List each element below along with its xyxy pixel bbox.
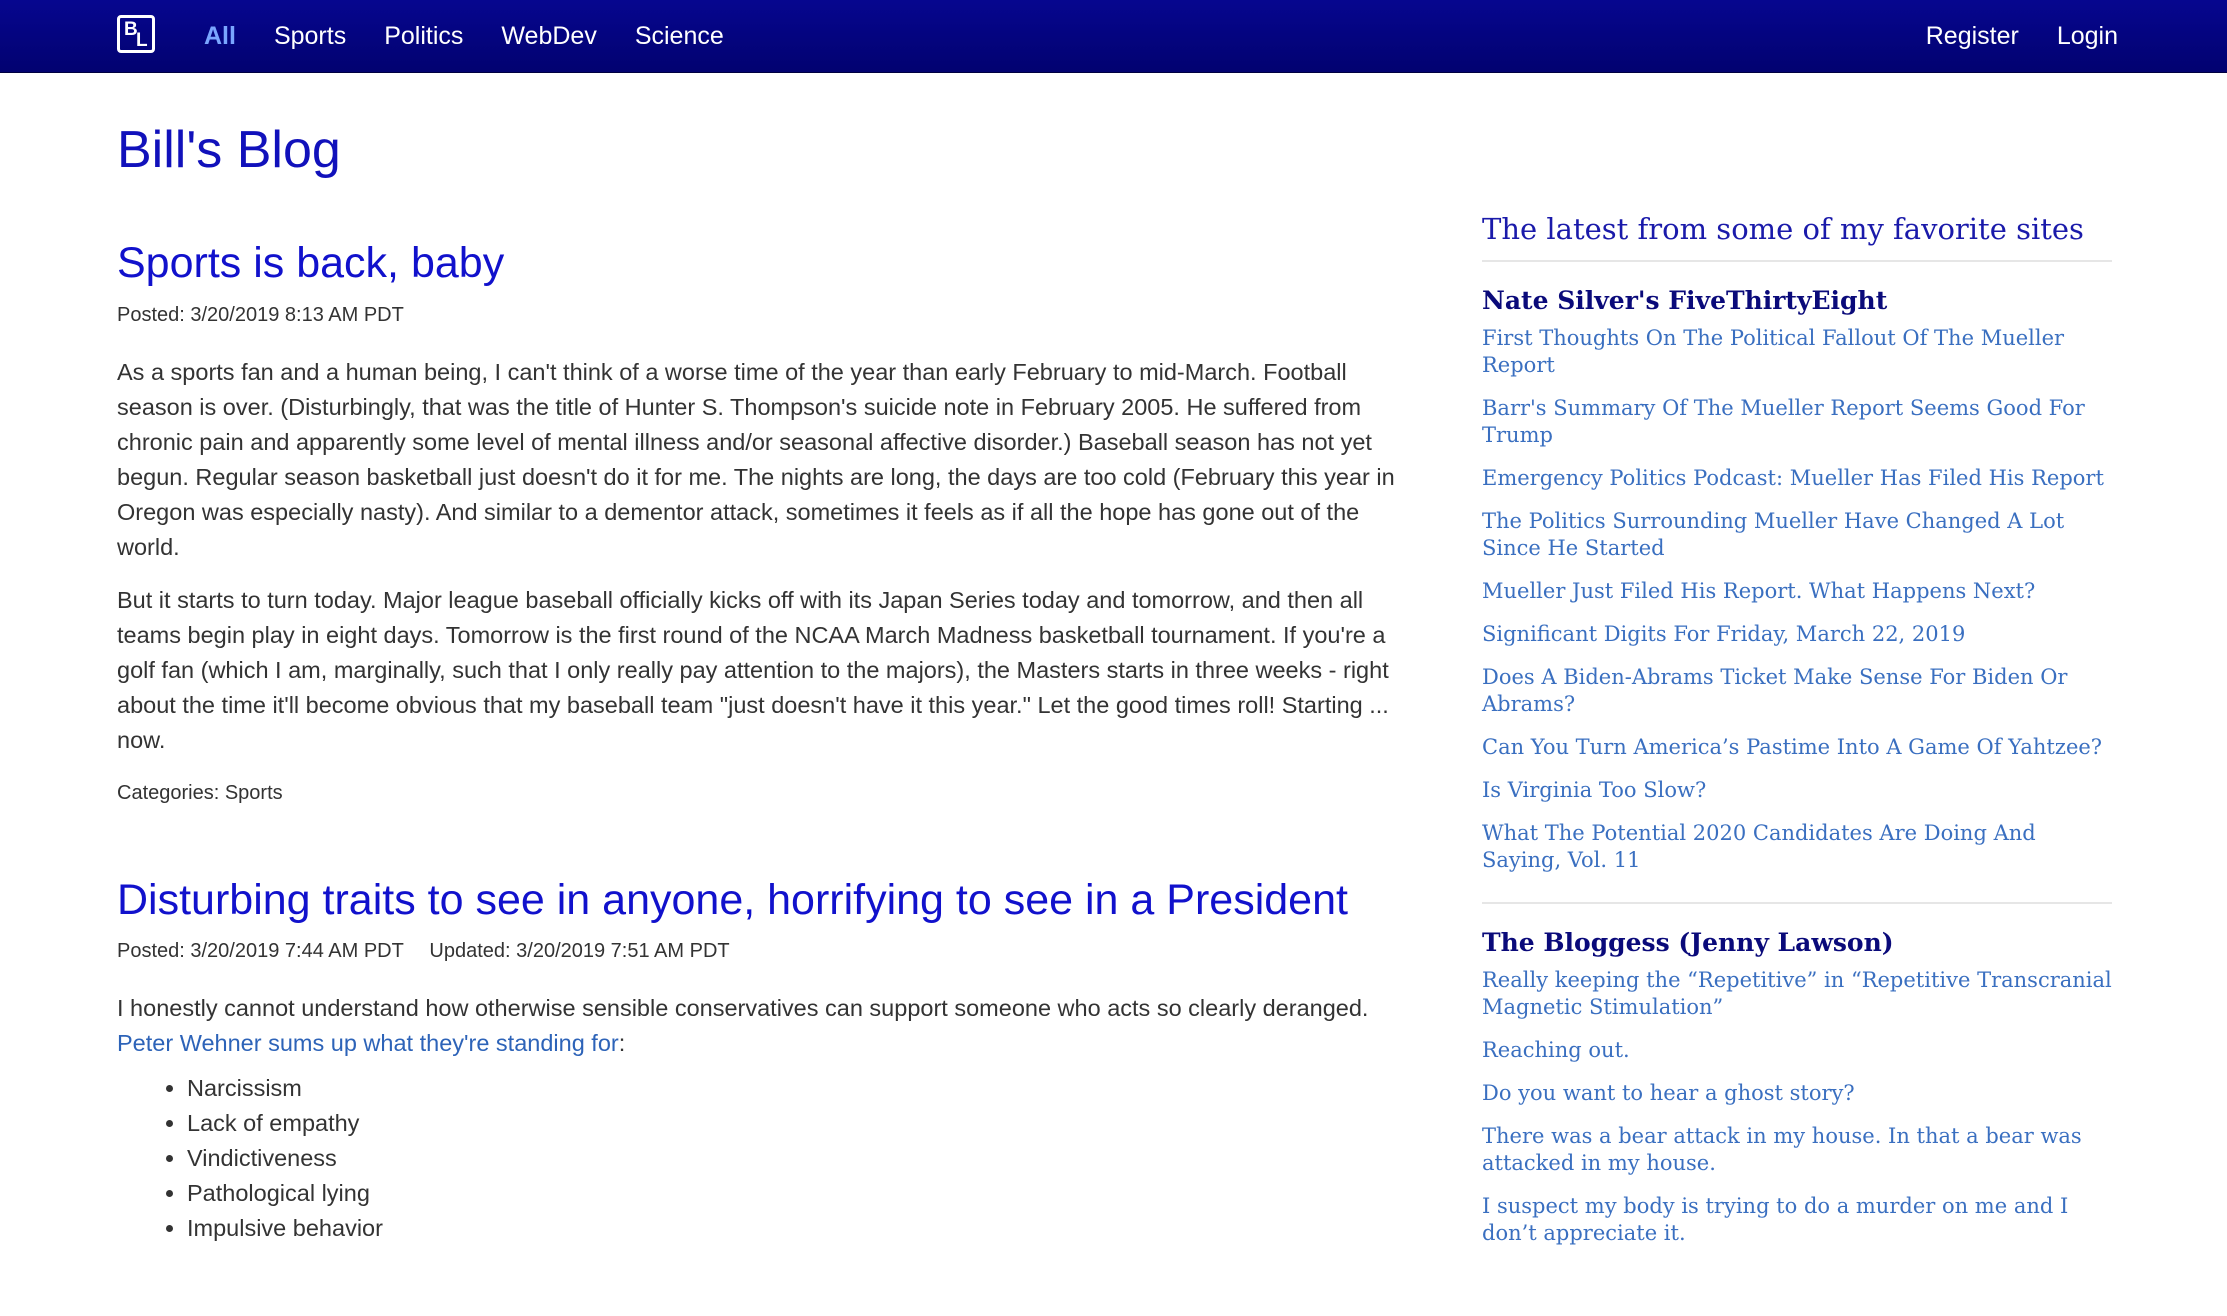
- nav-item-science[interactable]: Science: [634, 22, 724, 50]
- post-body: [117, 991, 1427, 1246]
- brand-letter-l: L: [136, 30, 148, 51]
- register-link[interactable]: Register: [1925, 22, 2019, 50]
- post-link-suffix: :: [618, 1030, 626, 1057]
- feed-title[interactable]: The Bloggess (Jenny Lawson): [1482, 928, 1894, 957]
- list-item: • Lack of empathy: [187, 1106, 1427, 1141]
- feed-link[interactable]: There was a bear attack in my house. In that a bear was attacked in my house.: [1482, 1124, 2082, 1175]
- post-paragraph: [117, 991, 1427, 1061]
- post-updated-date: Updated: 3/20/2019 7:51 AM PDT: [429, 940, 730, 963]
- feed-fivethirtyeight: [1482, 286, 2112, 904]
- post-bullet-list: [117, 1071, 1427, 1246]
- list-item: • Narcissism: [187, 1071, 1427, 1106]
- feed-link[interactable]: Barr's Summary Of The Mueller Report Seems Good For Trump: [1482, 396, 2085, 447]
- feed-link[interactable]: Do you want to hear a ghost story?: [1482, 1081, 1855, 1105]
- nav-item-sports[interactable]: Sports: [273, 22, 347, 50]
- post-title[interactable]: Sports is back, baby: [117, 239, 505, 287]
- post-intro: I honestly cannot understand how otherwise sensible conservatives can support someone who acts so clearly deranged.: [117, 995, 1369, 1022]
- post-meta: [117, 940, 1427, 963]
- feed-link[interactable]: Mueller Just Filed His Report. What Happens Next?: [1482, 579, 2036, 603]
- post-date: Posted: 3/20/2019 7:44 AM PDT: [117, 940, 404, 963]
- post-meta: [117, 304, 1427, 327]
- post-body: [117, 355, 1427, 758]
- post-inline-link[interactable]: Peter Wehner sums up what they're standing for: [117, 1030, 619, 1057]
- feed-link[interactable]: Can You Turn America’s Pastime Into A Game Of Yahtzee?: [1482, 735, 2103, 759]
- nav-item-politics[interactable]: Politics: [384, 22, 464, 50]
- feed-link[interactable]: I suspect my body is trying to do a murder on me and I don’t appreciate it.: [1482, 1194, 2069, 1245]
- post-categories: Categories: Sports: [117, 781, 283, 804]
- post-date: Posted: 3/20/2019 8:13 AM PDT: [117, 303, 404, 326]
- nav-item-webdev[interactable]: WebDev: [501, 22, 597, 50]
- brand-logo[interactable]: [117, 15, 155, 53]
- feed-link[interactable]: What The Potential 2020 Candidates Are Doing And Saying, Vol. 11: [1482, 821, 2036, 872]
- sidebar: [1482, 212, 2112, 1275]
- post-paragraph: But it starts to turn today. Major league baseball officially kicks off with its Japan Series today and tomorrow, and then all teams begin play in eight days. Tomorrow is the first round of the NCAA March Madness basketball tournament. If you're a golf fan (which I am, marginally, such that I only really pay attention to the majors), the Masters starts in three weeks - right about the time it'll become obvious that my baseball team "just doesn't have it this year." Let the good times roll! Starting ... now.: [117, 586, 1389, 753]
- list-item: • Pathological lying: [187, 1176, 1427, 1211]
- post-title[interactable]: Disturbing traits to see in anyone, horrifying to see in a President: [117, 875, 1348, 924]
- login-link[interactable]: Login: [2056, 22, 2118, 50]
- feed-link[interactable]: Reaching out.: [1482, 1038, 1630, 1062]
- site-title[interactable]: Bill's Blog: [117, 121, 341, 179]
- post-list: [117, 238, 1427, 1316]
- feed-title[interactable]: Nate Silver's FiveThirtyEight: [1482, 286, 1888, 315]
- nav-item-all[interactable]: All: [204, 22, 236, 50]
- feed-link[interactable]: Really keeping the “Repetitive” in “Repetitive Transcranial Magnetic Stimulation”: [1482, 968, 2112, 1019]
- list-item: • Vindictiveness: [187, 1141, 1427, 1176]
- feed-link[interactable]: Emergency Politics Podcast: Mueller Has Filed His Report: [1482, 466, 2104, 490]
- sidebar-title: The latest from some of my favorite sites: [1482, 212, 2112, 262]
- post: [117, 238, 1427, 805]
- feed-link[interactable]: The Politics Surrounding Mueller Have Changed A Lot Since He Started: [1482, 509, 2065, 560]
- feed-link[interactable]: Does A Biden-Abrams Ticket Make Sense For Biden Or Abrams?: [1482, 665, 2068, 716]
- feed-link[interactable]: First Thoughts On The Political Fallout Of The Mueller Report: [1482, 326, 2065, 377]
- feed-link[interactable]: Is Virginia Too Slow?: [1482, 778, 1707, 802]
- feed-link[interactable]: Significant Digits For Friday, March 22, 2019: [1482, 622, 1966, 646]
- feed-bloggess: [1482, 928, 2112, 1275]
- nav-category-links: [204, 22, 762, 51]
- list-item: • Impulsive behavior: [187, 1211, 1427, 1246]
- brand-letter-b: B: [124, 19, 138, 40]
- nav-account-links: [1888, 22, 2118, 51]
- top-navbar: [0, 0, 2227, 73]
- post: [117, 875, 1427, 1247]
- post-paragraph: As a sports fan and a human being, I can't think of a worse time of the year than early February to mid-March. Football season is over. (Disturbingly, that was the title of Hunter S. Thompson's suicide note in February 2005. He suffered from chronic pain and apparently some level of mental illness and/or seasonal affective disorder.) Baseball season has not yet begun. Regular season basketball just doesn't do it for me. The nights are long, the days are too cold (February this year in Oregon was especially nasty). And similar to a dementor attack, sometimes it feels as if all the hope has gone out of the world.: [117, 358, 1395, 560]
